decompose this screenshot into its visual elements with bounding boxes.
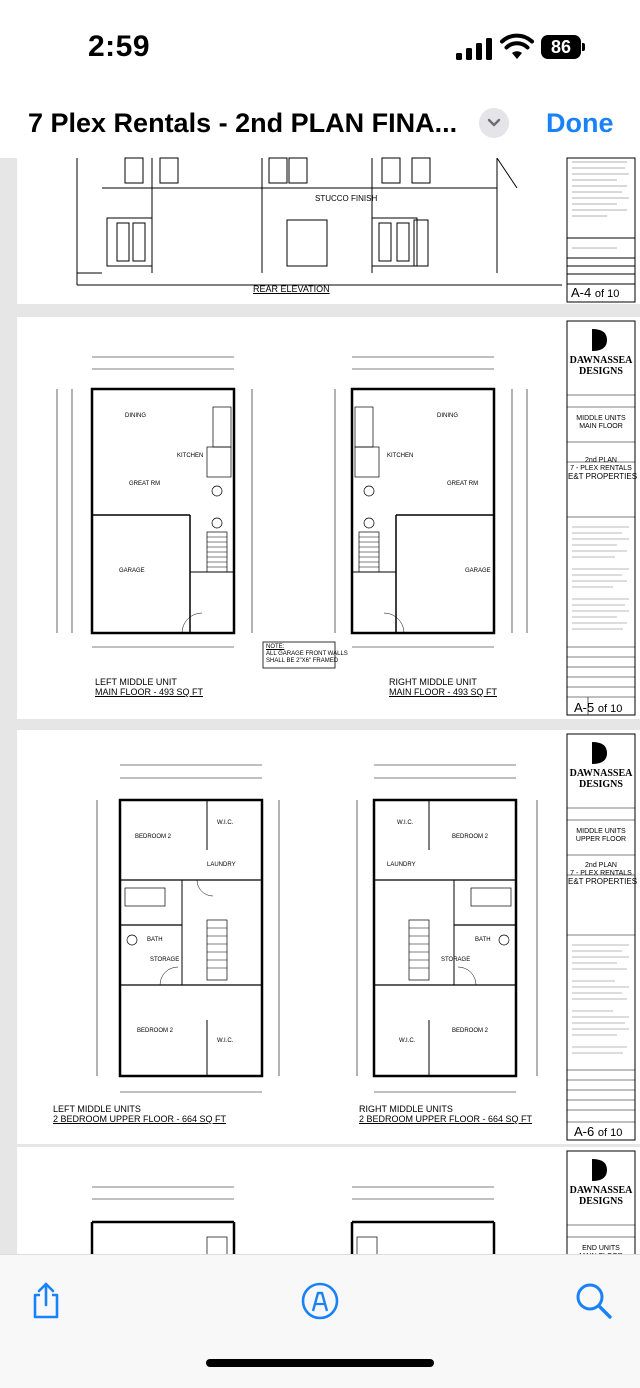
project-line2: 7 - PLEX RENTALS xyxy=(570,465,632,472)
room-kitchen-left: KITCHEN xyxy=(177,453,204,459)
sheet-title-line2: UPPER FLOOR xyxy=(575,836,627,843)
status-bar xyxy=(0,0,640,92)
end-units-floor-plan-drawing xyxy=(17,1147,640,1267)
sheet-title-line2: MAIN FLOOR xyxy=(579,423,623,430)
note-heading: NOTE: xyxy=(266,644,285,650)
left-unit-caption xyxy=(53,1104,226,1124)
client-name: E&T PROPERTIES xyxy=(568,472,638,481)
sheet-title-line1: MIDDLE UNITS xyxy=(576,415,626,422)
left-unit-caption xyxy=(95,677,203,697)
home-indicator[interactable] xyxy=(206,1359,434,1367)
sheet-title-line1: END UNITS xyxy=(582,1245,620,1252)
brand-name: DAWNASSEA xyxy=(569,1185,633,1196)
room-wic-bottom-left: W.I.C. xyxy=(217,1038,234,1044)
pdf-page-a7 xyxy=(17,1147,640,1267)
sheet-total: of 10 xyxy=(594,288,620,300)
room-bedroom-bottom-right: BEDROOM 2 xyxy=(452,1028,489,1034)
right-unit-caption-line2: MAIN FLOOR - 493 SQ FT xyxy=(389,687,498,697)
document-viewer[interactable] xyxy=(0,158,640,1254)
sheet-title xyxy=(568,415,634,431)
room-bath-left: BATH xyxy=(147,937,163,943)
note-line1: ALL GARAGE FRONT WALLS xyxy=(266,651,348,657)
brand-logo xyxy=(568,355,634,377)
share-icon[interactable] xyxy=(26,1281,66,1321)
sheet-total: of 10 xyxy=(597,1127,623,1139)
room-wic-top-right: W.I.C. xyxy=(397,820,414,826)
room-bath-right: BATH xyxy=(475,937,491,943)
project-line2: 7 - PLEX RENTALS xyxy=(570,870,632,877)
left-unit-caption-line2: 2 BEDROOM UPPER FLOOR - 664 SQ FT xyxy=(53,1114,227,1124)
upper-floor-plan-drawing xyxy=(17,730,640,1144)
document-title[interactable]: 7 Plex Rentals - 2nd PLAN FINA... xyxy=(28,108,458,138)
room-bedroom-bottom-left: BEDROOM 2 xyxy=(137,1028,174,1034)
project-info xyxy=(568,457,638,481)
brand-subname: DESIGNS xyxy=(579,366,623,377)
right-unit-caption-line1: RIGHT MIDDLE UNIT xyxy=(389,677,477,687)
garage-wall-note xyxy=(266,644,348,665)
done-button[interactable]: Done xyxy=(546,108,614,138)
stucco-finish-note: STUCCO FINISH xyxy=(315,194,378,203)
rear-elevation-label: REAR ELEVATION xyxy=(253,284,330,294)
cellular-signal-icon xyxy=(456,38,494,60)
status-time: 2:59 xyxy=(88,30,151,63)
project-info xyxy=(568,862,638,886)
pdf-page-a6 xyxy=(17,730,640,1144)
battery-nub xyxy=(582,43,585,51)
room-wic-bottom-right: W.I.C. xyxy=(399,1038,416,1044)
room-storage-left: STORAGE xyxy=(150,957,180,963)
chevron-down-icon xyxy=(487,118,501,128)
sheet-total: of 10 xyxy=(597,703,623,715)
client-name: E&T PROPERTIES xyxy=(568,877,638,886)
left-unit-caption-line1: LEFT MIDDLE UNITS xyxy=(53,1104,141,1114)
bottom-toolbar xyxy=(0,1254,640,1388)
brand-logo xyxy=(568,768,634,790)
room-wic-top-left: W.I.C. xyxy=(217,820,234,826)
right-unit-caption xyxy=(359,1104,532,1124)
pdf-page-a5 xyxy=(17,317,640,719)
room-great-rm-right: GREAT RM xyxy=(447,481,479,487)
room-bedroom-top-left: BEDROOM 2 xyxy=(135,834,172,840)
sheet-id: A-4 xyxy=(571,285,592,300)
left-unit-caption-line1: LEFT MIDDLE UNIT xyxy=(95,677,177,687)
wifi-icon xyxy=(501,35,533,59)
brand-subname: DESIGNS xyxy=(579,779,623,790)
markup-icon[interactable] xyxy=(300,1281,340,1321)
room-bedroom-top-right: BEDROOM 2 xyxy=(452,834,489,840)
room-garage-right: GARAGE xyxy=(465,568,491,574)
sheet-number xyxy=(574,1124,622,1139)
room-garage-left: GARAGE xyxy=(119,568,145,574)
battery-indicator: 86 xyxy=(541,35,581,59)
sheet-number xyxy=(574,700,622,715)
room-kitchen-right: KITCHEN xyxy=(387,453,414,459)
title-menu-button[interactable] xyxy=(479,108,509,138)
brand-logo xyxy=(568,1185,634,1207)
room-laundry-left: LAUNDRY xyxy=(207,862,236,868)
pdf-page-a4 xyxy=(17,158,640,304)
brand-name: DAWNASSEA xyxy=(569,768,633,779)
sheet-title xyxy=(568,828,634,844)
room-great-rm-left: GREAT RM xyxy=(129,481,161,487)
room-storage-right: STORAGE xyxy=(441,957,471,963)
right-unit-caption-line1: RIGHT MIDDLE UNITS xyxy=(359,1104,453,1114)
right-unit-caption-line2: 2 BEDROOM UPPER FLOOR - 664 SQ FT xyxy=(359,1114,533,1124)
right-unit-caption xyxy=(389,677,497,697)
project-line1: 2nd PLAN xyxy=(585,457,617,464)
left-unit-caption-line2: MAIN FLOOR - 493 SQ FT xyxy=(95,687,204,697)
brand-subname: DESIGNS xyxy=(579,1196,623,1207)
sheet-id: A-5 xyxy=(574,700,595,715)
brand-name: DAWNASSEA xyxy=(569,355,633,366)
sheet-number xyxy=(571,285,619,300)
rear-elevation-drawing xyxy=(17,158,640,304)
note-line2: SHALL BE 2"X6" FRAMED xyxy=(266,658,339,664)
room-laundry-right: LAUNDRY xyxy=(387,862,416,868)
search-icon[interactable] xyxy=(574,1281,614,1321)
room-dining-right: DINING xyxy=(437,413,458,419)
project-line1: 2nd PLAN xyxy=(585,862,617,869)
sheet-id: A-6 xyxy=(574,1124,595,1139)
sheet-title-line1: MIDDLE UNITS xyxy=(576,828,626,835)
room-dining-left: DINING xyxy=(125,413,146,419)
nav-bar xyxy=(0,92,640,158)
